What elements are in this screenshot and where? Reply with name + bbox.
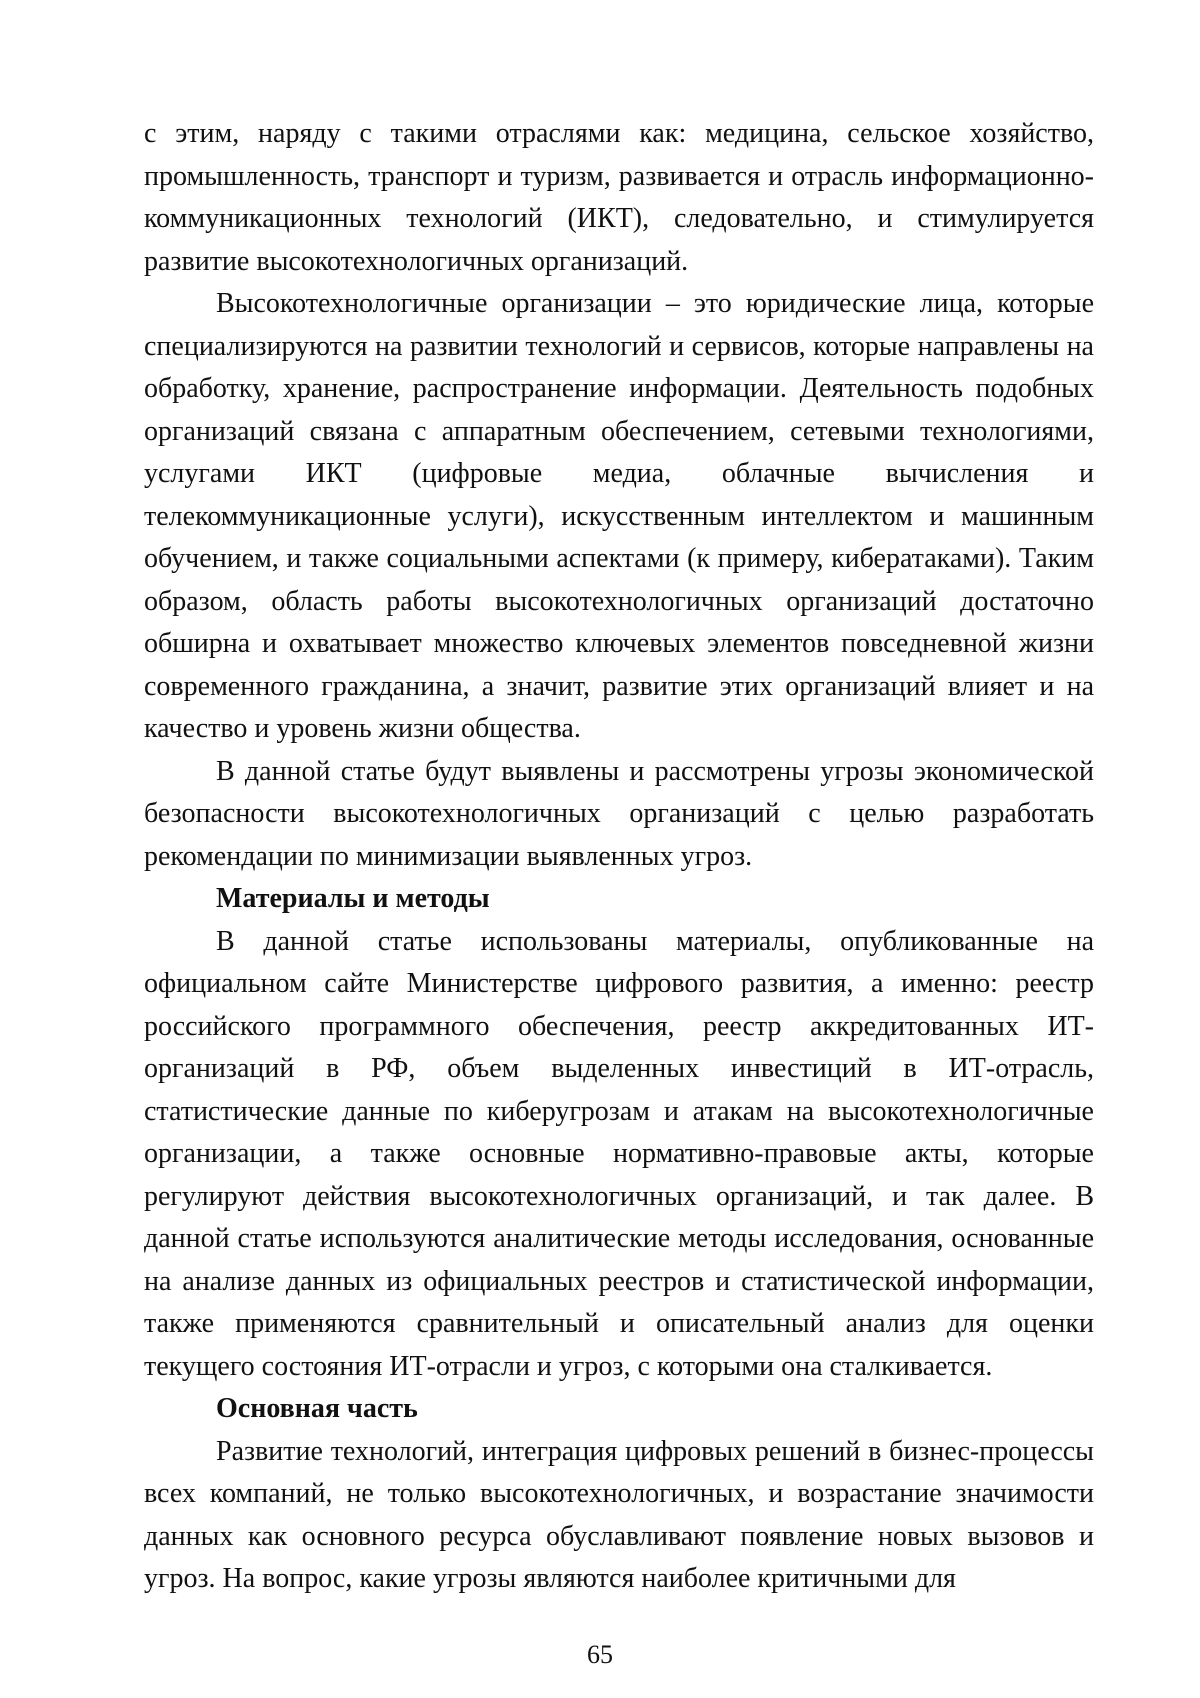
paragraph-article-goal: В данной статье будут выявлены и рассмотрены угрозы экономической безопасности высокотехнологичных организаций с целью разработать рекомендации по минимизации выявленных угроз. <box>144 755 1094 872</box>
paragraph-high-tech-definition: Высокотехнологичные организации – это юридические лица, которые специализируются на развитии технологий и сервисов, которые направлены на обработку, хранение, распространение информации. Деятельность подобных организаций связана с аппаратным обеспечением, сетевыми технологиями, услугами ИКТ (цифровые медиа, облачные вычисления и телекоммуникационные услуги), искусственным интеллектом и машинным обучением, и также социальными аспектами (к примеру, кибератаками). Таким образом, область работы высокотехнологичных организаций достаточно обширна и охватывает множество ключевых элементов повседневной жизни современного гражданина, а значит, развитие этих организаций влияет и на качество и уровень жизни общества. <box>144 288 1094 744</box>
section-heading-main: Основная часть <box>216 1393 418 1424</box>
page-number: 65 <box>587 1640 613 1669</box>
section-heading-materials: Материалы и методы <box>216 883 490 914</box>
paragraph-materials-methods: В данной статье использованы материалы, опубликованные на официальном сайте Министерстве цифрового развития, а именно: реестр российского программного обеспечения, реестр аккредитованных ИТ-организаций в РФ, объем выделенных инвестиций в ИТ-отрасль, статистические данные по киберугрозам и атакам на высокотехнологичные организации, а также основные нормативно-правовые акты, которые регулируют действия высокотехнологичных организаций, и так далее. В данной статье используются аналитические методы исследования, основанные на анализе данных из официальных реестров и статистической информации, также применяются сравнительный и описательный анализ для оценки текущего состояния ИТ-отрасли и угроз, с которыми она сталкивается. <box>144 925 1094 1382</box>
paragraph-intro-continuation: с этим, наряду с такими отраслями как: медицина, сельское хозяйство, промышленность, транспорт и туризм, развивается и отрасль информационно-коммуникационных технологий (ИКТ), следовательно, и стимулируется развитие высокотехнологичных организаций. <box>144 118 1094 277</box>
document-page <box>144 113 1094 1601</box>
paragraph-main-part: Развитие технологий, интеграция цифровых решений в бизнес-процессы всех компаний, не только высокотехнологичных, и возрастание значимости данных как основного ресурса обуславливают появление новых вызовов и угроз. На вопрос, какие угрозы являются наиболее критичными для <box>144 1435 1094 1594</box>
